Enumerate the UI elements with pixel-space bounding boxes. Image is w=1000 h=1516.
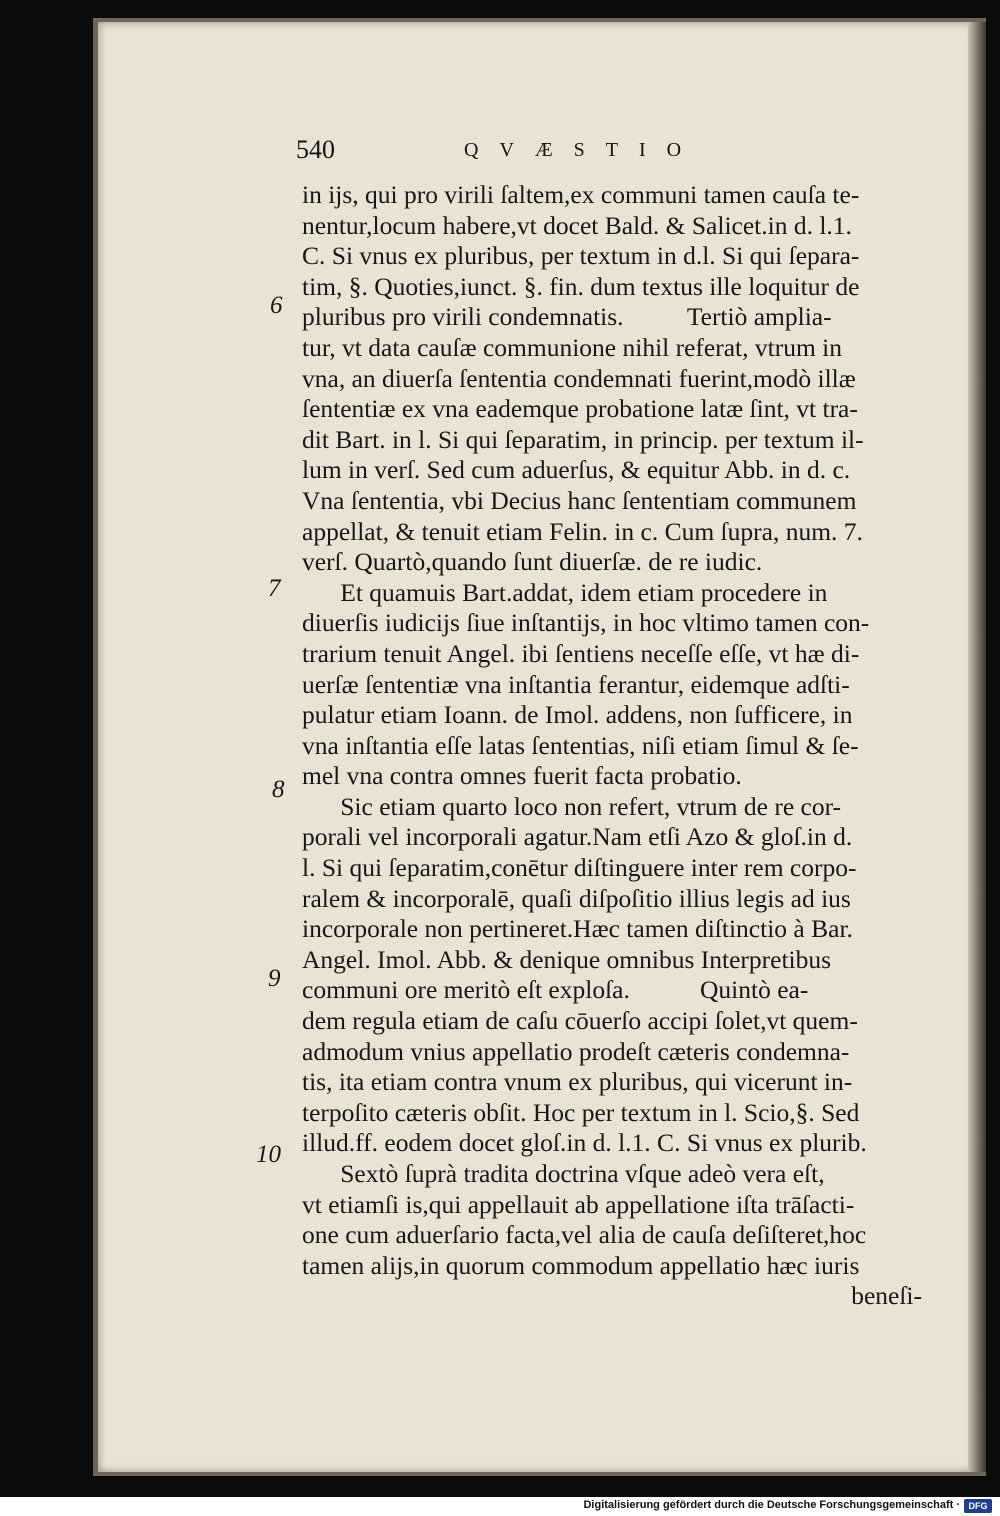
- text-line: vna inſtantia eſſe latas ſententias, niſi etiam ſimul & ſe-: [302, 730, 859, 760]
- text-line: pulatur etiam Ioann. de Imol. addens, non ſufficere, in: [302, 700, 853, 730]
- text-line: illud.ff. eodem docet gloſ.in d. l.1. C. Si vnus ex plurib.: [302, 1128, 867, 1158]
- text-line: verſ. Quartò,quando ſunt diuerſæ. de re iudic.: [302, 547, 763, 577]
- text-line: tim, §. Quoties,iunct. §. fin. dum textus ille loquitur de: [302, 271, 860, 301]
- margin-number: 7: [268, 575, 281, 602]
- text-line: ralem & incorporalē, quaſi diſpoſitio illius legis ad ius: [302, 883, 851, 913]
- text-line: Sic etiam quarto loco non refert, vtrum de re cor-: [302, 791, 842, 821]
- funding-notice: Digitalisierung gefördert durch die Deutsche Forschungsgemeinschaft ·: [583, 1499, 960, 1511]
- margin-number: 10: [256, 1141, 281, 1168]
- text-line: lum in verſ. Sed cum aduerſus, & equitur Abb. in d. c.: [302, 455, 851, 485]
- page-gutter: [968, 22, 986, 1472]
- text-line: ſententiæ ex vna eademque probatione latæ ſint, vt tra-: [302, 394, 858, 424]
- text-line: diuerſis iudicijs ſiue inſtantijs, in hoc vltimo tamen con-: [302, 608, 870, 638]
- text-line: uerſæ ſententiæ vna inſtantia ferantur, eidemque adſti-: [302, 669, 850, 699]
- text-line: one cum aduerſario facta,vel alia de cauſa deſiſteret,hoc: [302, 1220, 867, 1250]
- text-line: l. Si qui ſeparatim,conētur diſtinguere inter rem corpo-: [302, 853, 857, 883]
- running-head: [296, 135, 916, 165]
- margin-number: 6: [270, 292, 283, 319]
- text-line: tis, ita etiam contra vnum ex pluribus, qui vicerunt in-: [302, 1067, 853, 1097]
- text-line: vt etiamſi is,qui appellauit ab appellatione iſta trāſacti-: [302, 1189, 855, 1219]
- text-line: mel vna contra omnes fuerit facta probatio.: [302, 761, 742, 791]
- text-line: in ijs, qui pro virili ſaltem,ex communi tamen cauſa te-: [302, 180, 860, 209]
- text-line: trarium tenuit Angel. ibi ſentiens neceſſe eſſe, vt hæ di-: [302, 638, 860, 668]
- text-line: dit Bart. in l. Si qui ſeparatim, in princip. per textum il-: [302, 424, 864, 454]
- text-line: nentur,locum habere,vt docet Bald. & Salicet.in d. l.1.: [302, 210, 852, 240]
- text-line: C. Si vnus ex pluribus, per textum in d.l. Si qui ſepara-: [302, 241, 860, 271]
- text-line: appellat, & tenuit etiam Felin. in c. Cum ſupra, num. 7.: [302, 516, 863, 546]
- text-line: Vna ſententia, vbi Decius hanc ſententiam communem: [302, 485, 857, 515]
- body-text: [302, 180, 922, 1312]
- text-line: incorporale non pertineret.Hæc tamen diſtinctio à Bar.: [302, 914, 853, 944]
- running-title: QVÆSTIO: [464, 139, 703, 161]
- catchword: beneſi-: [851, 1281, 922, 1311]
- text-line: Et quamuis Bart.addat, idem etiam procedere in: [302, 577, 828, 607]
- text-line: communi ore meritò eſt exploſa. Quintò ea-: [302, 975, 809, 1005]
- margin-number: 9: [268, 965, 281, 992]
- text-line: tur, vt data cauſæ communione nihil referat, vtrum in: [302, 332, 842, 362]
- page-number: 540: [296, 135, 335, 164]
- text-line: vna, an diuerſa ſententia condemnati fuerint,modò illæ: [302, 363, 856, 393]
- text-line: Angel. Imol. Abb. & denique omnibus Interpretibus: [302, 944, 832, 974]
- text-line: porali vel incorporali agatur.Nam etſi Azo & gloſ.in d.: [302, 822, 853, 852]
- text-line: dem regula etiam de caſu cōuerſo accipi ſolet,vt quem-: [302, 1006, 858, 1036]
- text-line: tamen alijs,in quorum commodum appellatio hæc iuris: [302, 1250, 860, 1280]
- dfg-logo: DFG: [964, 1499, 992, 1513]
- text-line: Sextò ſuprà tradita doctrina vſque adeò vera eſt,: [302, 1159, 825, 1188]
- text-line: pluribus pro virili condemnatis. Tertiò amplia-: [302, 302, 832, 332]
- text-line: admodum vnius appellatio prodeſt cæteris condemna-: [302, 1036, 850, 1066]
- text-line: terpoſito cæteris obſit. Hoc per textum in l. Scio,§. Sed: [302, 1097, 860, 1127]
- footer-bar: [0, 1497, 1000, 1516]
- margin-number: 8: [272, 776, 285, 803]
